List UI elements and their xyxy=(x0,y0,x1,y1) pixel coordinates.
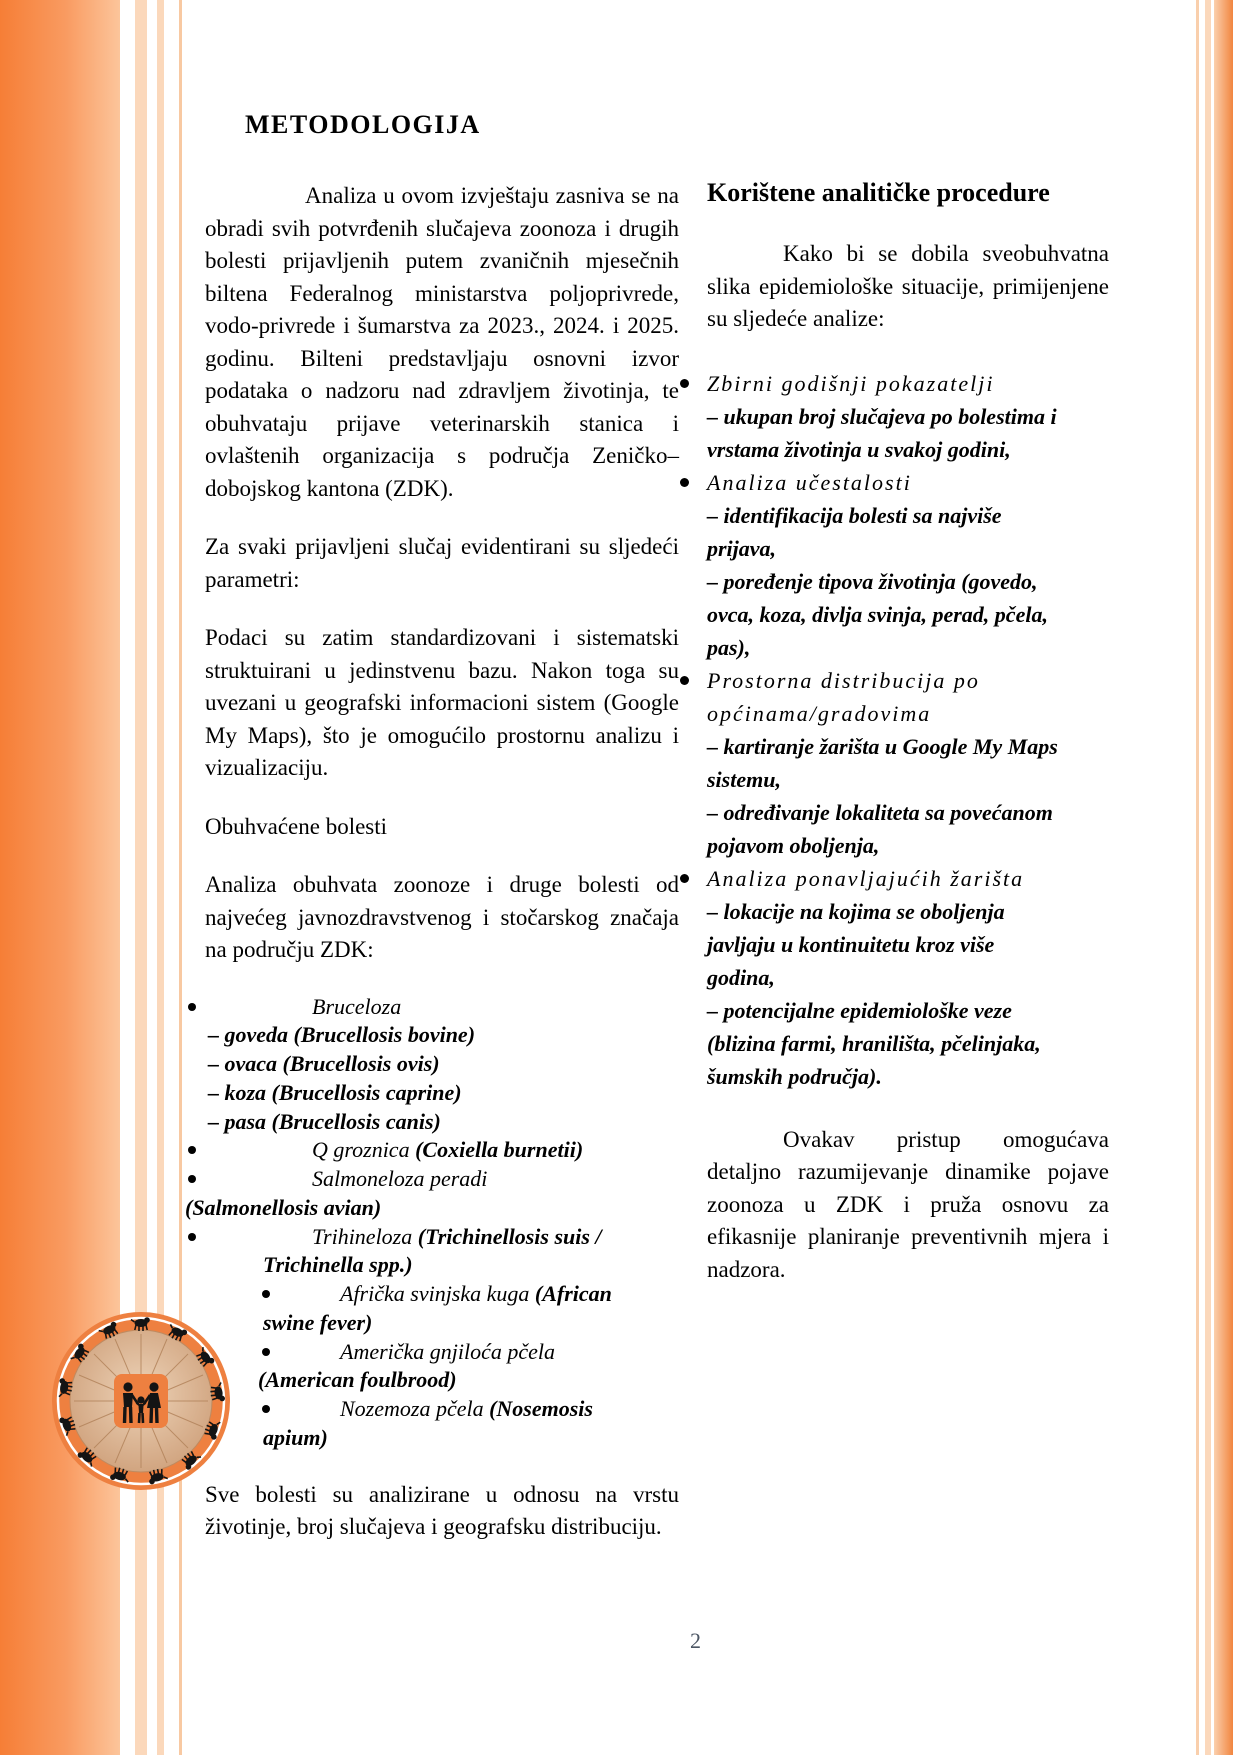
subheading-diseases: Obuhvaćene bolesti xyxy=(205,813,388,839)
left-column xyxy=(185,180,679,1570)
sidebar-stripe xyxy=(157,0,164,1755)
analysis-detail xyxy=(707,499,1109,532)
analysis-detail xyxy=(707,631,1109,664)
disease-name: Afrička svinjska kuga xyxy=(340,1281,535,1306)
analysis-label-text: Prostorna distribucija po xyxy=(707,667,980,693)
disease-line xyxy=(205,1079,679,1108)
analysis-detail xyxy=(707,961,1109,994)
analysis-detail xyxy=(707,400,1109,433)
disease-latin: apium) xyxy=(263,1424,328,1450)
analysis-detail xyxy=(707,796,1109,829)
disease-line xyxy=(205,1366,679,1395)
disease-line xyxy=(205,1338,679,1367)
analysis-detail-text: javljaju u kontinuitetu kroz više xyxy=(707,931,995,957)
analysis-detail-text: – identifikacija bolesti sa najviše xyxy=(707,502,1002,528)
bullet-icon xyxy=(680,874,689,883)
analysis-detail-text: ovca, koza, divlja svinja, perad, pčela, xyxy=(707,601,1048,627)
disease-latin: (Coxiella burnetii) xyxy=(415,1137,584,1163)
analysis-label-text: Analiza ponavljajućih žarišta xyxy=(707,865,1025,891)
analysis-label xyxy=(707,862,1109,895)
bullet-icon xyxy=(262,1348,270,1356)
page-number: 2 xyxy=(690,1628,701,1653)
analysis-detail xyxy=(707,532,1109,565)
paragraph-intro: Analiza u ovom izvještaju zasniva se na obradi svih potvrđenih slučajeva zoonoza i drugih bolesti prijavljenih putem zvaničnih mjesečnih biltena Federalnog ministarstva poljoprivrede, vodo-privrede i šumarstva za 2023., 2024. i 2025. godinu. Bilteni predstavljaju osnovni izvor podataka o nadzoru nad zdravljem životinja, te obuhvataju prijave veterinarskih stanica i ovlaštenih organizacija s područja Zeničko–dobojskog kantona (ZDK). xyxy=(205,183,679,501)
section-heading: Korištene analitičke procedure xyxy=(707,178,1050,207)
analysis-detail-text: godina, xyxy=(707,964,775,990)
analysis-detail-text: – potencijalne epidemiološke veze xyxy=(707,997,1012,1023)
analysis-detail-text: – lokacije na kojima se oboljenja xyxy=(707,898,1005,924)
bullet-icon xyxy=(680,478,689,487)
analysis-label xyxy=(707,466,1109,499)
analysis-detail-text: – ukupan broj slučajeva po bolestima i xyxy=(707,403,1057,429)
disease-line xyxy=(205,1395,679,1424)
analysis-label xyxy=(707,697,1109,730)
bullet-icon xyxy=(680,379,689,388)
paragraph-data-processing: Podaci su zatim standardizovani i sistematski struktuirani u jedinstvenu bazu. Nakon toga su uvezani u geografski informacioni sistem (Google My Maps), što je omogućilo prostornu analizu i vizualizaciju. xyxy=(205,625,679,780)
analysis-detail xyxy=(707,895,1109,928)
disease-line xyxy=(205,1309,679,1338)
disease-name: Nozemoza pčela xyxy=(340,1396,490,1421)
analysis-detail-text: sistemu, xyxy=(707,766,781,792)
bullet-icon xyxy=(188,1175,196,1183)
analysis-detail-text: vrstama životinja u svakoj godini, xyxy=(707,436,1011,462)
analysis-detail xyxy=(707,763,1109,796)
disease-line xyxy=(205,1251,679,1280)
disease-latin: – koza (Brucellosis caprine) xyxy=(208,1079,462,1105)
bullet-icon xyxy=(262,1405,270,1413)
disease-latin: swine fever) xyxy=(263,1309,373,1335)
disease-latin: (Trichinellosis suis / xyxy=(417,1223,602,1249)
sidebar-stripe-thin xyxy=(179,0,182,1755)
disease-latin: Trichinella spp.) xyxy=(263,1252,413,1278)
analysis-detail-text: (blizina farmi, hranilišta, pčelinjaka, xyxy=(707,1030,1041,1056)
disease-line xyxy=(205,1136,679,1165)
right-edge-stripe-thin xyxy=(1196,0,1199,1755)
disease-latin: – ovaca (Brucellosis ovis) xyxy=(208,1051,440,1076)
paragraph-scope: Analiza obuhvata zoonoze i druge bolesti od najvećeg javnozdravstvenog i stočarskog značaja na području ZDK: xyxy=(205,872,679,962)
analysis-label xyxy=(707,664,1109,697)
analysis-detail xyxy=(707,433,1109,466)
analysis-label-text: Zbirni godišnji pokazatelji xyxy=(707,370,995,396)
analysis-detail-text: pas), xyxy=(707,634,751,660)
page-title: METODOLOGIJA xyxy=(245,110,481,139)
analysis-detail xyxy=(707,730,1109,763)
disease-line xyxy=(205,1223,679,1252)
analysis-label xyxy=(707,367,1109,400)
disease-name: Trihineloza xyxy=(312,1223,418,1249)
analysis-detail xyxy=(707,598,1109,631)
sidebar-stripe xyxy=(135,0,147,1755)
analysis-detail-text: – određivanje lokaliteta sa povećanom xyxy=(707,799,1053,825)
disease-line xyxy=(205,1050,679,1079)
disease-line xyxy=(185,1194,679,1223)
paragraph-parameters: Za svaki prijavljeni slučaj evidentirani su sljedeći parametri: xyxy=(205,534,679,592)
analysis-detail-text: – poređenje tipova životinja (govedo, xyxy=(707,568,1038,594)
paragraph-closing-right: Ovakav pristup omogućava detaljno razumijevanje dinamike pojave zoonoza u ZDK i pruža osnovu za efikasnije planiranje preventivnih mjera i nadzora. xyxy=(707,1126,1109,1282)
bullet-icon xyxy=(188,1233,196,1241)
analysis-detail-text: šumskih područja). xyxy=(707,1063,882,1089)
disease-line xyxy=(205,1108,679,1137)
paragraph-analyses-intro: Kako bi se dobila sveobuhvatna slika epidemiološke situacije, primijenjene su sljedeće analize: xyxy=(707,241,1109,331)
disease-name: Salmoneloza peradi xyxy=(312,1166,488,1191)
right-column xyxy=(707,176,1109,1317)
right-edge-stripe xyxy=(1205,0,1211,1755)
bullet-icon xyxy=(262,1290,270,1298)
paragraph-closing-left: Sve bolesti su analizirane u odnosu na vrstu životinje, broj slučajeva i geografsku distribuciju. xyxy=(205,1481,679,1539)
disease-line xyxy=(205,1165,679,1194)
disease-latin: – goveda (Brucellosis bovine) xyxy=(208,1022,476,1048)
disease-latin: (Nosemosis xyxy=(489,1396,593,1421)
right-edge-gradient-band xyxy=(1214,0,1233,1755)
analysis-label-text: općinama/gradovima xyxy=(707,700,932,726)
analysis-detail xyxy=(707,1027,1109,1060)
analysis-detail-text: pojavom oboljenja, xyxy=(707,832,880,858)
zoonosis-animal-wheel-logo xyxy=(51,1311,231,1491)
bullet-icon xyxy=(680,676,689,685)
disease-list xyxy=(185,993,679,1453)
analysis-list xyxy=(707,367,1109,1093)
disease-latin: (American foulbrood) xyxy=(258,1367,457,1393)
disease-name: Bruceloza xyxy=(312,993,402,1019)
analysis-detail xyxy=(707,829,1109,862)
disease-latin: – pasa (Brucellosis canis) xyxy=(208,1108,441,1134)
disease-line xyxy=(205,1021,679,1050)
disease-name: Američka gnjiloća pčela xyxy=(340,1338,556,1364)
disease-line xyxy=(205,1424,679,1453)
disease-name: Q groznica xyxy=(312,1137,416,1163)
disease-latin: (African xyxy=(534,1281,612,1306)
analysis-detail-text: – kartiranje žarišta u Google My Maps xyxy=(707,733,1058,759)
bullet-icon xyxy=(188,1146,196,1154)
analysis-detail xyxy=(707,565,1109,598)
analysis-label-text: Analiza učestalosti xyxy=(707,469,912,495)
analysis-detail xyxy=(707,994,1109,1027)
disease-latin: (Salmonellosis avian) xyxy=(185,1194,382,1220)
analysis-detail xyxy=(707,928,1109,961)
disease-line xyxy=(205,993,679,1022)
analysis-detail xyxy=(707,1060,1109,1093)
disease-line xyxy=(205,1280,679,1309)
bullet-icon xyxy=(188,1003,196,1011)
analysis-detail-text: prijava, xyxy=(707,535,777,561)
sidebar-gradient-band xyxy=(0,0,120,1755)
